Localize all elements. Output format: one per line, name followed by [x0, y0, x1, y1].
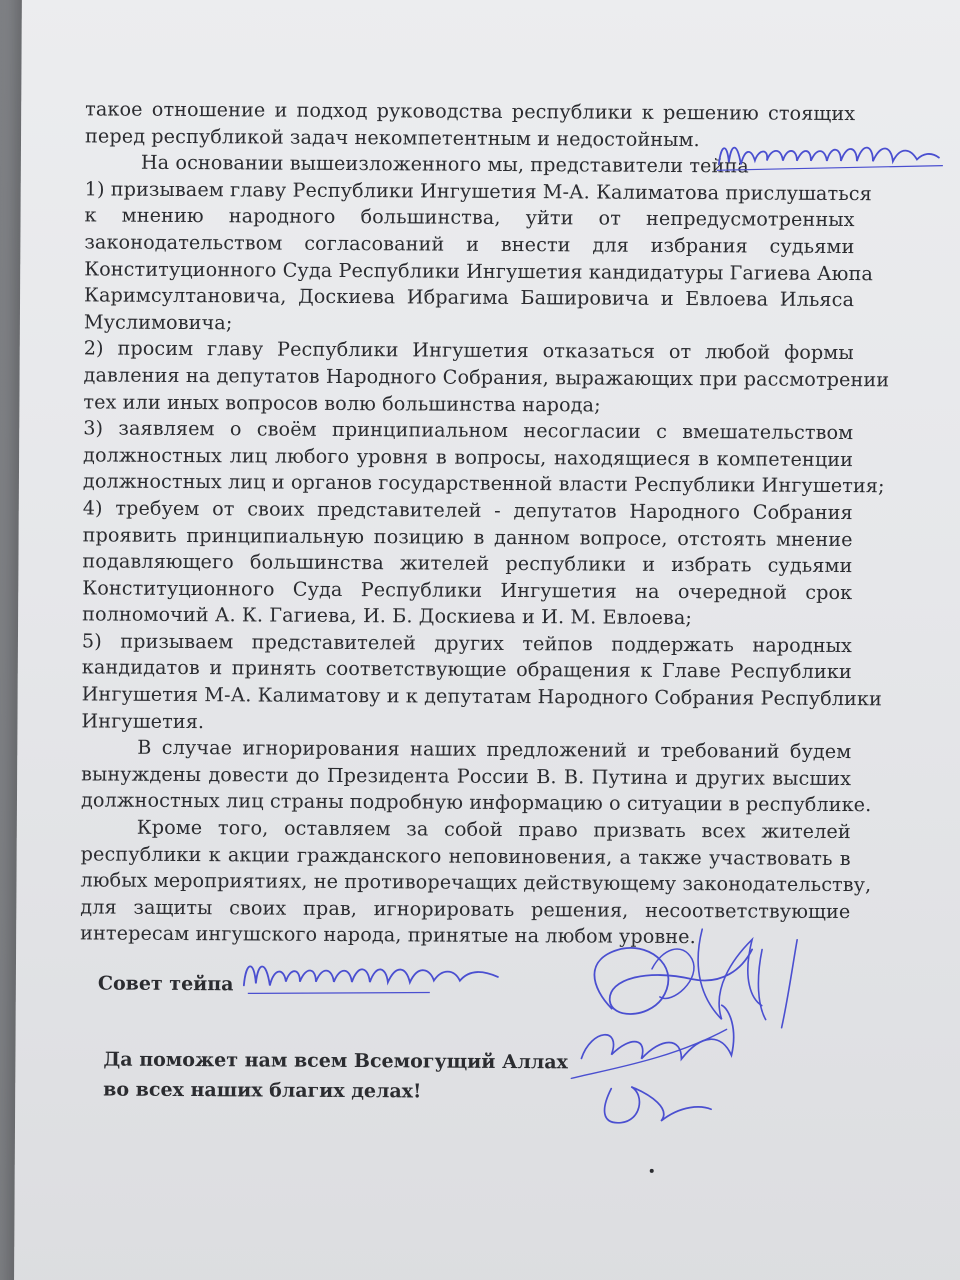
- signatures: [551, 908, 852, 1140]
- text-line: В случае игнорирования наших предложений и требований будем: [137, 735, 852, 764]
- text-line: такое отношение и подход руководства республики к решению стоящих: [85, 97, 856, 126]
- closing-line-2: во всех наших благих делах!: [103, 1078, 422, 1103]
- closing-line-1: Да поможет нам всем Всемогущий Аллах: [103, 1048, 568, 1074]
- text-line: для защиты своих прав, игнорировать решения, несоответствующие: [80, 895, 851, 923]
- handwritten-teip-name-1: [711, 134, 951, 177]
- text-line: На основании вышеизложенного мы, представители тейпа: [140, 150, 749, 178]
- text-line: 4) требуем от своих представителей - депутатов Народного Собрания: [82, 496, 853, 524]
- text-line: давления на депутатов Народного Собрания, выражающих при рассмотрении: [83, 363, 890, 392]
- text-line: Конституционного Суда Республики Ингушетия на очередной срок: [82, 576, 853, 604]
- text-line: тех или иных вопросов волю большинства народа;: [83, 389, 601, 417]
- text-line: 3) заявляем о своём принципиальном несогласии с вмешательством: [83, 416, 854, 445]
- document-body: [80, 96, 890, 952]
- text-line: перед республикой задач некомпетентным и недостойным.: [84, 123, 700, 151]
- text-line: Кроме того, оставляем за собой право призвать всех жителей: [136, 815, 851, 844]
- text-line: любых мероприятиях, не противоречащих действующему законодательству,: [80, 868, 872, 897]
- text-line: Каримсултановича, Доскиева Ибрагима Башировича и Евлоева Ильяса: [84, 283, 855, 312]
- text-line: подавляющего большинства жителей республики и избрать судьями: [82, 549, 853, 578]
- text-line: 1) призываем главу Республики Ингушетия М-А. Калиматова прислушаться: [84, 177, 872, 205]
- text-line: законодательством согласований и внести для избрания судьями: [84, 230, 855, 259]
- text-line: должностных лиц и органов государственной власти Республики Ингушетия;: [82, 469, 885, 498]
- text-line: Муслимовича;: [83, 310, 233, 335]
- text-line: вынуждены довести до Президента России В. В. Путина и других высших: [81, 762, 852, 790]
- text-line: должностных лиц любого уровня в вопросы, находящиеся в компетенции: [83, 443, 854, 471]
- handwritten-teip-name-2: [234, 953, 514, 1003]
- council-label: Совет тейпа: [97, 972, 234, 996]
- text-line: Ингушетия.: [81, 709, 205, 733]
- text-line: должностных лиц страны подробную информацию о ситуации в республике.: [80, 788, 872, 817]
- text-line: 2) просим главу Республики Ингушетия отказаться от любой формы: [83, 336, 854, 365]
- text-line: республики к акции гражданского неповиновения, а также участвовать в: [80, 841, 851, 870]
- text-line: 5) призываем представителей других тейпов поддержать народных: [81, 629, 853, 657]
- text-line: проявить принципиальную позицию в данном вопросе, отстоять мнение: [82, 522, 853, 551]
- text-line: Конституционного Суда Республики Ингушетия кандидатуры Гагиева Аюпа: [84, 256, 874, 285]
- text-line: кандидатов и принять соответствующие обращения к Главе Республики: [81, 655, 852, 684]
- document-page: [14, 0, 960, 1280]
- text-line: интересам ингушского народа, принятые на любом уровне.: [80, 921, 696, 949]
- text-line: к мнению народного большинства, уйти от непредусмотренных: [84, 203, 855, 232]
- text-line: полномочий А. К. Гагиева, И. Б. Доскиева и И. М. Евлоева;: [82, 602, 693, 630]
- text-line: Ингушетия М-А. Калиматову и к депутатам Народного Собрания Республики: [81, 682, 883, 711]
- ink-dot: [650, 1169, 654, 1173]
